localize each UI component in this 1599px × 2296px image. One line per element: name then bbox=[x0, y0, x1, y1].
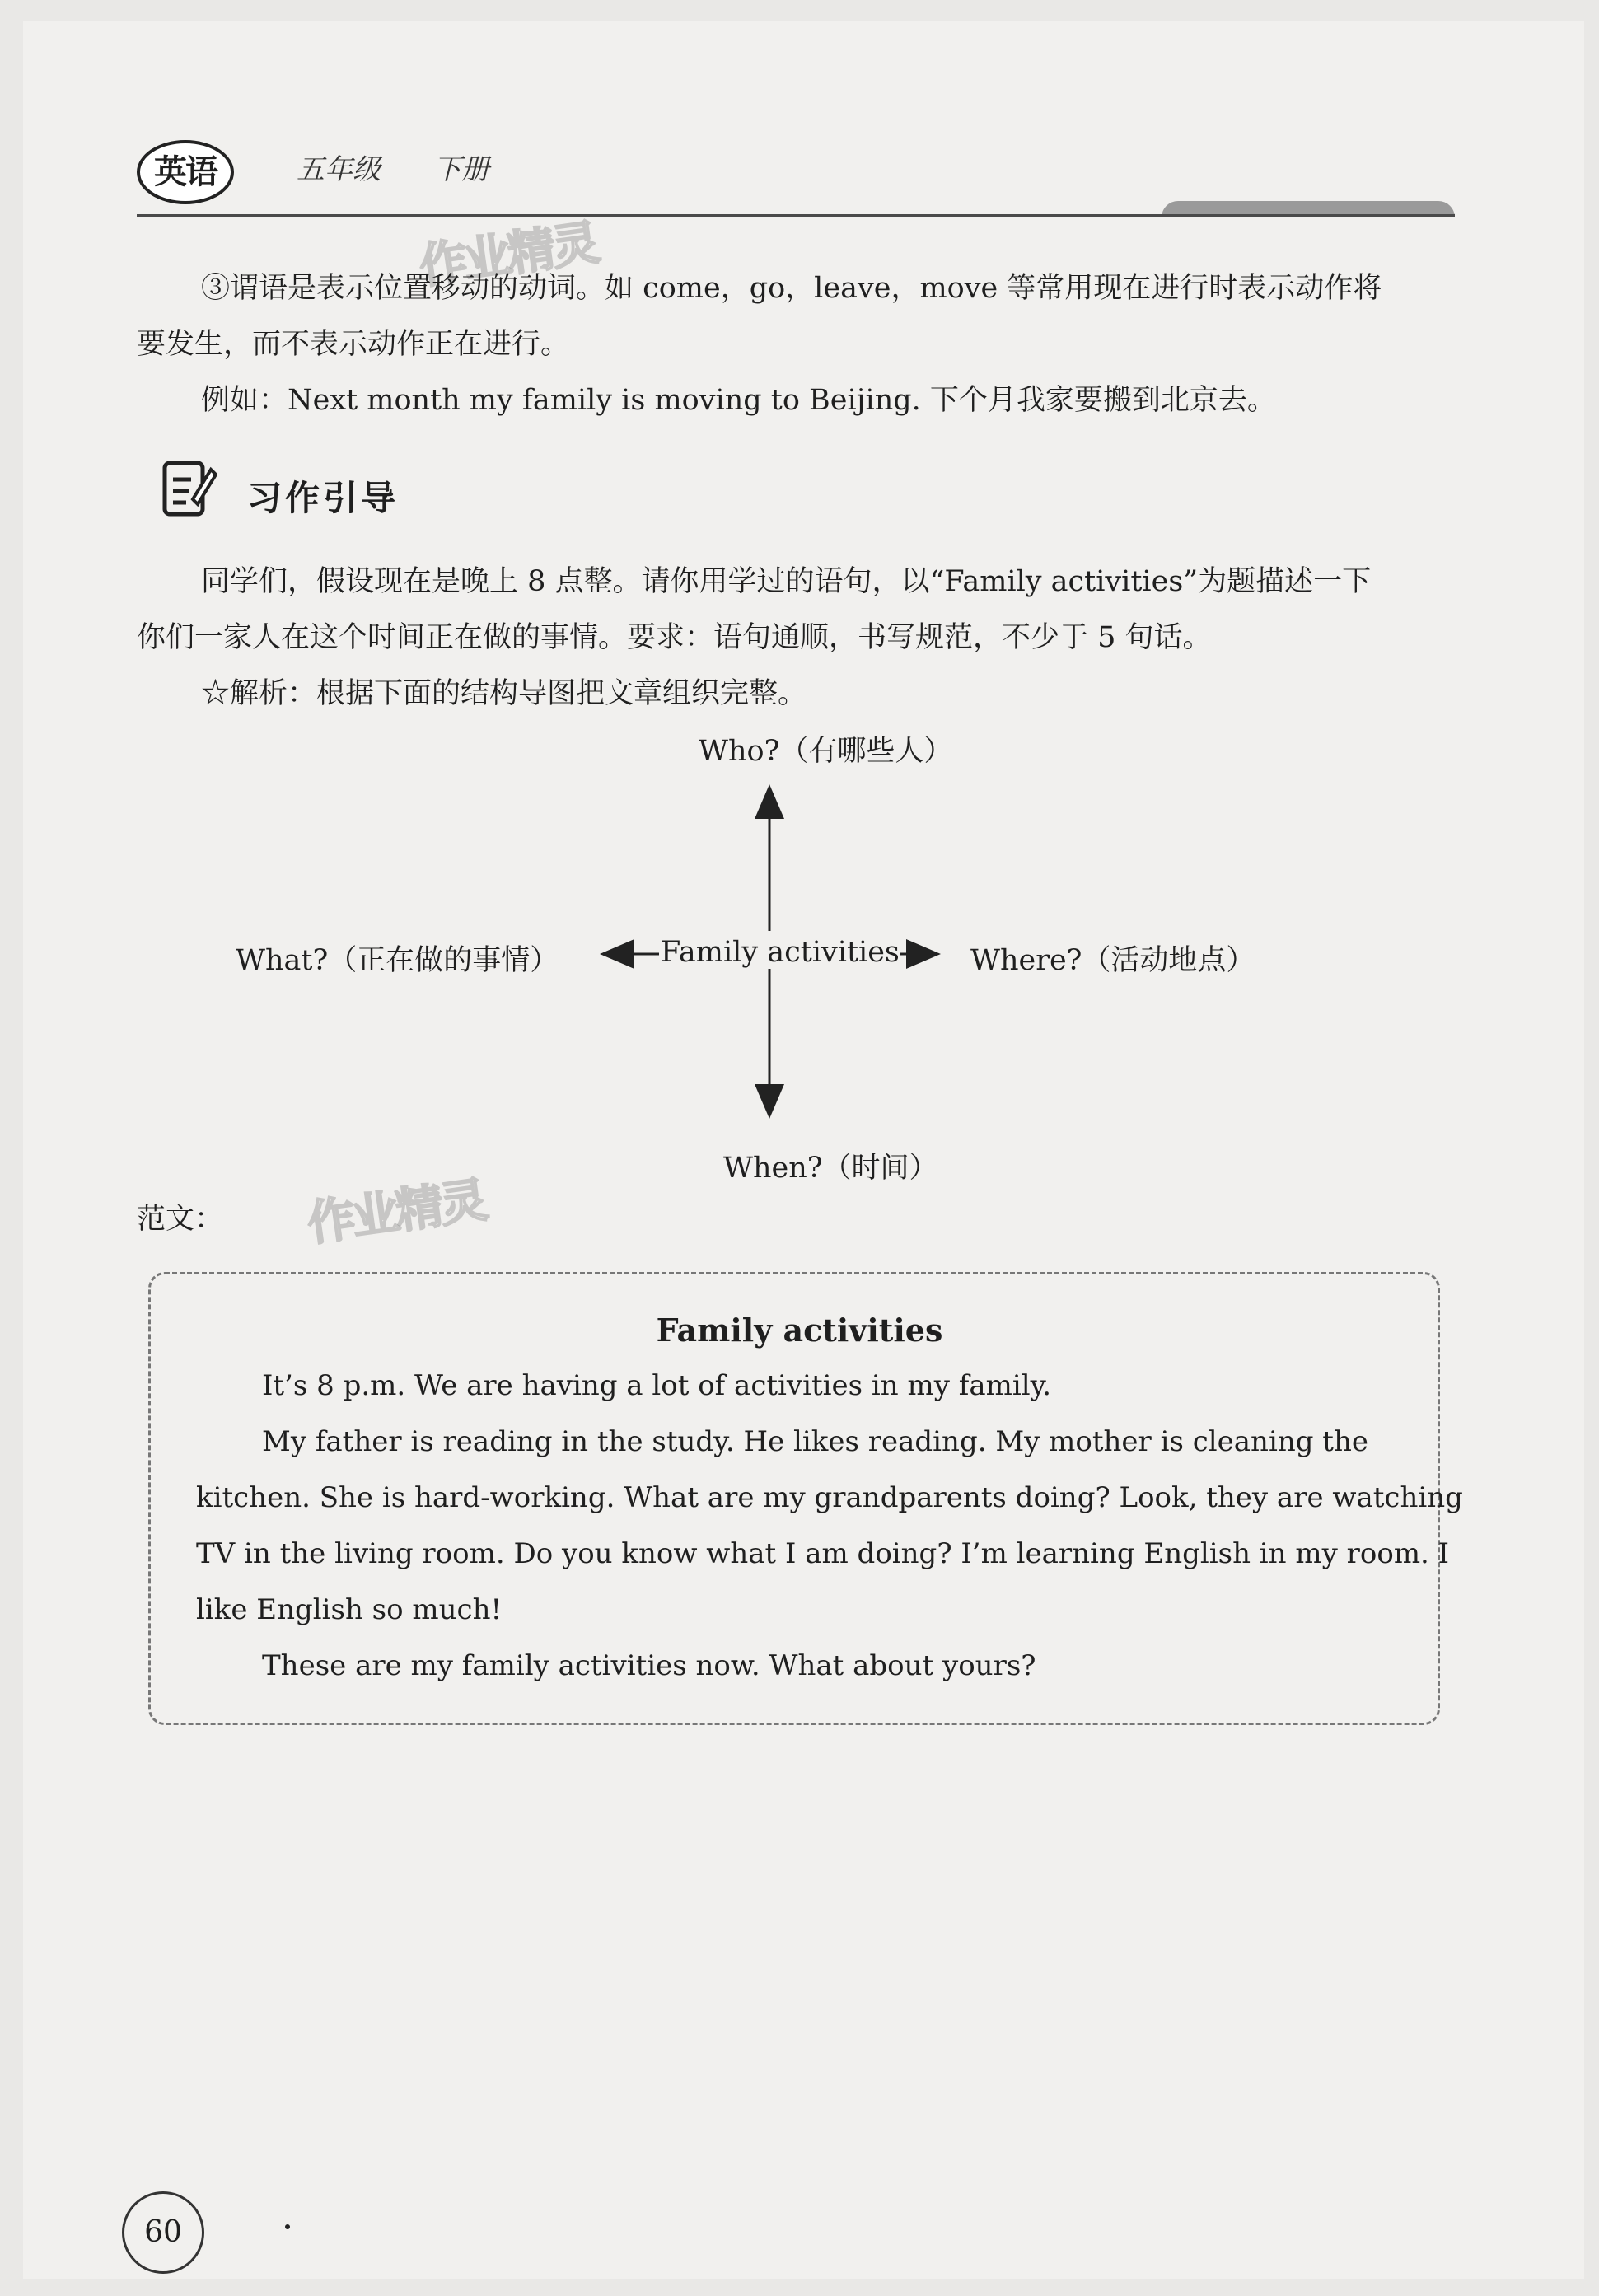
grade-label: 五年级 bbox=[297, 153, 381, 186]
diagram-node-where: Where?（活动地点） bbox=[970, 944, 1255, 977]
diagram-node-what: What?（正在做的事情） bbox=[236, 944, 559, 977]
diagram-node-who: Who?（有哪些人） bbox=[699, 735, 953, 768]
grammar-line-1: ③谓语是表示位置移动的动词。如 come，go，leave，move 等常用现在进行时表示动作将 bbox=[201, 272, 1382, 305]
subject-logo: 英语 bbox=[137, 140, 234, 204]
writing-notepad-icon bbox=[161, 458, 217, 519]
grammar-example: 例如：Next month my family is moving to Beijing. 下个月我家要搬到北京去。 bbox=[201, 384, 1276, 417]
essay-paragraph-2-line-2: kitchen. She is hard-working. What are my grandparents doing? Look, they are watching bbox=[196, 1481, 1463, 1514]
sample-label: 范文： bbox=[137, 1203, 224, 1236]
essay-paragraph-1: It’s 8 p.m. We are having a lot of activities in my family. bbox=[262, 1369, 1052, 1402]
page-number: 60 bbox=[122, 2191, 204, 2274]
essay-title: Family activities bbox=[656, 1312, 943, 1349]
section-title: 习作引导 bbox=[247, 478, 400, 518]
volume-label: 下册 bbox=[433, 153, 489, 186]
diagram-center: Family activities bbox=[661, 936, 900, 969]
analysis-note: ☆解析：根据下面的结构导图把文章组织完整。 bbox=[201, 677, 807, 710]
watermark: 作业精灵 bbox=[416, 214, 601, 295]
grammar-line-2: 要发生，而不表示动作正在进行。 bbox=[137, 328, 570, 361]
essay-paragraph-3: These are my family activities now. What about yours? bbox=[262, 1649, 1036, 1682]
watermark: 作业精灵 bbox=[304, 1171, 489, 1252]
diagram-node-when: When?（时间） bbox=[723, 1152, 938, 1185]
essay-paragraph-2-line-4: like English so much! bbox=[196, 1593, 503, 1626]
prompt-line-2: 你们一家人在这个时间正在做的事情。要求：语句通顺，书写规范，不少于 5 句话。 bbox=[137, 621, 1212, 654]
header-rule bbox=[137, 214, 1455, 217]
ink-dot bbox=[285, 2224, 290, 2229]
prompt-line-1: 同学们，假设现在是晚上 8 点整。请你用学过的语句，以“Family activities”为题描述一下 bbox=[201, 565, 1372, 598]
essay-paragraph-2-line-1: My father is reading in the study. He likes reading. My mother is cleaning the bbox=[262, 1425, 1368, 1458]
essay-paragraph-2-line-3: TV in the living room. Do you know what I am doing? I’m learning English in my room. I bbox=[196, 1537, 1450, 1570]
